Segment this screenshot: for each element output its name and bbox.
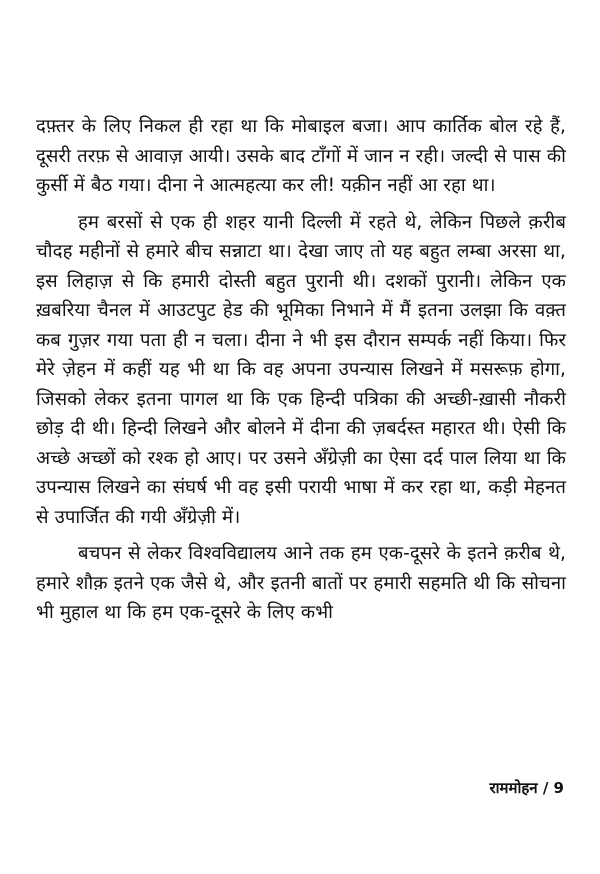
paragraph-2: हम बरसों से एक ही शहर यानी दिल्ली में रहते थे, लेकिन पिछले क़रीब चौदह महीनों से हमारे बीच सन्नाटा था। देखा जाए तो यह बहुत लम्बा अरसा था, इस लिहाज़ से कि हमारी दोस्ती बहुत पुरानी थी। दशकों पुरानी। लेकिन एक ख़बरिया चैनल में आउटपुट हेड की भूमिका निभाने में मैं इतना उलझा कि वक़्त कब गुज़र गया पता ही न चला। दीना ने भी इस दौरान सम्पर्क नहीं किया। फिर मेरे ज़ेहन में कहीं यह भी था कि वह अपना उपन्यास लिखने में मसरूफ़ होगा, जिसको लेकर इतना पागल था कि एक हिन्दी पत्रिका की अच्छी-ख़ासी नौकरी छोड़ दी थी। हिन्दी लिखने और बोलने में दीना की ज़बर्दस्त महारत थी। ऐसी कि अच्छे अच्छों को रश्क हो आए। पर उसने अँग्रेज़ी का ऐसा दर्द पाल लिया था कि उपन्यास लिखने का संघर्ष भी वह इसी परायी भाषा में कर रहा था, कड़ी मेहनत से उपार्जित की गयी अँग्रेज़ी में। <box>36 211 566 528</box>
paragraph-3: बचपन से लेकर विश्वविद्यालय आने तक हम एक-दूसरे के इतने क़रीब थे, हमारे शौक़ इतने एक जैसे थे, और इतनी बातों पर हमारी सहमति थी कि सोचना भी मुहाल था कि हम एक-दूसरे के लिए कभी <box>36 543 566 623</box>
paragraph-1: दफ़्तर के लिए निकल ही रहा था कि मोबाइल बजा। आप कार्तिक बोल रहे हैं, दूसरी तरफ़ से आवाज़ आयी। उसके बाद टाँगों में जान न रही। जल्दी से पास की कुर्सी में बैठ गया। दीना ने आत्महत्या कर ली! यक़ीन नहीं आ रहा था। <box>36 116 566 196</box>
page-footer-label: राममोहन / 9 <box>489 779 564 797</box>
page-body-text <box>36 112 566 628</box>
